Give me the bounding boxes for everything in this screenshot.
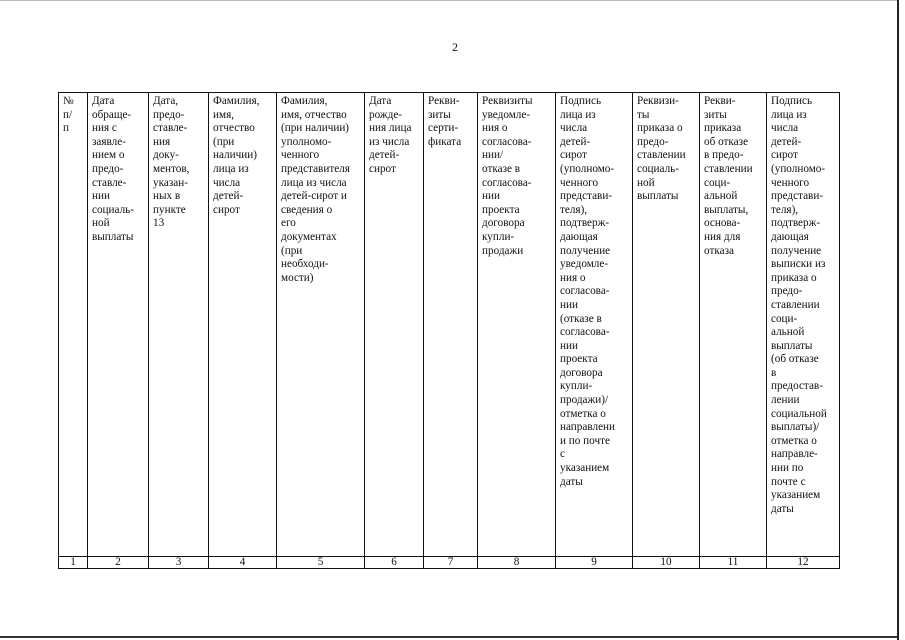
register-table [58, 92, 840, 569]
header-cell-documents-date: Дата, предо- ставле- ния доку- ментов, указан- ных в пункте 13 [149, 93, 209, 557]
page-number: 2 [452, 40, 458, 54]
column-number: 2 [88, 557, 149, 569]
header-cell-notification-signature: Подпись лица из числа детей- сирот (уполномо- ченного представи- теля), подтверж- дающая получение уведомле- ния о согласова- нии (отказе в согласова- нии проекта договора купли- продажи)/ отметка о направлени и по почте с указанием даты [556, 93, 633, 557]
header-cell-application-date: Дата обраще- ния с заявле- нием о предо- ставле- нии социаль- ной выплаты [88, 93, 149, 557]
table-header-row [59, 93, 840, 557]
page-right-edge [897, 0, 899, 640]
column-number: 1 [59, 557, 88, 569]
header-cell-refusal-order: Рекви- зиты приказа об отказе в предо- ставлении соци- альной выплаты, основа- ния для отказа [700, 93, 767, 557]
column-number: 5 [277, 557, 365, 569]
page-bottom-edge [0, 636, 897, 638]
header-cell-certificate: Рекви- зиты серти- фиката [424, 93, 478, 557]
header-cell-grant-order: Реквизи- ты приказа о предо- ставлении социаль- ной выплаты [633, 93, 700, 557]
column-number: 7 [424, 557, 478, 569]
header-cell-order-signature: Подпись лица из числа детей- сирот (уполномо- ченного представи- теля), подтверж- дающая получение выписки из приказа о предо- ставлении соци- альной выплаты (об отказе в предостав- лении социальной выплаты)/ отметка о направле- нии по почте с указанием даты [767, 93, 840, 557]
column-number: 9 [556, 557, 633, 569]
column-number: 8 [478, 557, 556, 569]
header-cell-representative: Фамилия, имя, отчество (при наличии) уполномо- ченного представителя лица из числа детей-сирот и сведения о его документах (при необходи- мости) [277, 93, 365, 557]
column-number-row [59, 557, 840, 569]
column-number: 3 [149, 557, 209, 569]
column-number: 6 [365, 557, 424, 569]
header-cell-birth-date: Дата рожде- ния лица из числа детей- сирот [365, 93, 424, 557]
column-number: 12 [767, 557, 840, 569]
header-cell-notification: Реквизиты уведомле- ния о согласова- нии/ отказе в согласова- нии проекта договора купли- продажи [478, 93, 556, 557]
page-top-edge [0, 0, 897, 1]
header-cell-orphan-name: Фамилия, имя, отчество (при наличии) лица из числа детей- сирот [209, 93, 277, 557]
column-number: 4 [209, 557, 277, 569]
header-cell-number: № п/ п [59, 93, 88, 557]
column-number: 10 [633, 557, 700, 569]
column-number: 11 [700, 557, 767, 569]
